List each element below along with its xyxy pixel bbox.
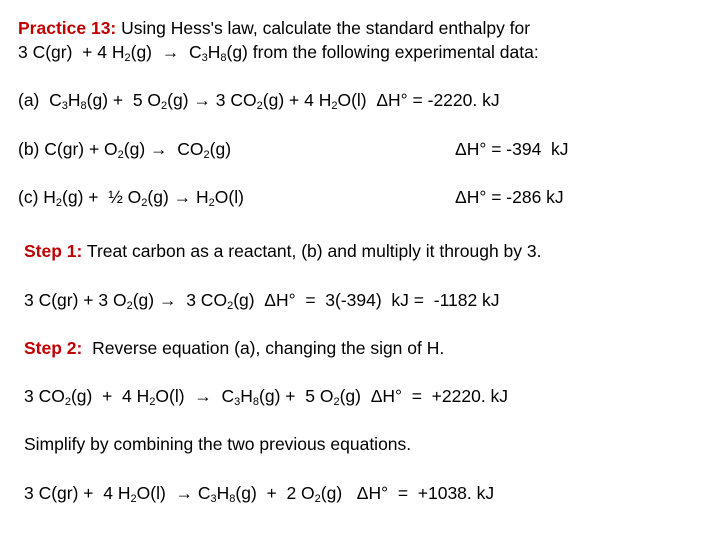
subscript: 3 (210, 493, 217, 505)
equation-text: (g) + 4 H (262, 90, 332, 110)
equation-text: H (207, 42, 221, 62)
equation-text: (g) + 4 H (70, 386, 150, 406)
subscript: 2 (333, 396, 340, 408)
equation-b (18, 138, 231, 160)
equation-text: 3 CO (24, 386, 65, 406)
subscript: 2 (64, 396, 71, 408)
equation-a (18, 89, 500, 111)
equation-text: (b) C(gr) + O (18, 139, 118, 159)
subscript: 2 (149, 396, 156, 408)
equation-text: (g) ΔH° = 3(-394) kJ = -1182 kJ (233, 290, 500, 310)
subscript: 2 (130, 493, 137, 505)
equation-text: H (240, 386, 253, 406)
simplify-text: Simplify by combining the two previous equations. (24, 434, 412, 454)
step2-heading: Step 2: (24, 338, 83, 358)
step1-line (24, 240, 542, 262)
equation-text: 3 C(gr) + 4 H (18, 42, 125, 62)
equation-text: O(l) → C (155, 386, 235, 406)
subscript: 3 (234, 396, 241, 408)
subscript: 3 (201, 52, 208, 64)
equation-text: (g) from the following experimental data: (226, 42, 539, 62)
final-equation (24, 482, 494, 504)
subscript: 8 (80, 100, 87, 112)
step2-line (24, 337, 444, 359)
step2-equation (24, 385, 508, 407)
equation-text: (g) ΔH° = +1038. kJ (320, 483, 495, 503)
subscript: 2 (124, 52, 131, 64)
subscript: 2 (141, 197, 148, 209)
equation-text: (g) ΔH° = +2220. kJ (339, 386, 509, 406)
equation-c (18, 186, 244, 208)
equation-text: O(l) (214, 187, 244, 207)
equation-text: (g) → C (130, 42, 202, 62)
step1-text: Treat carbon as a reactant, (b) and multiply it through by 3. (82, 241, 542, 261)
equation-text: (c) H (18, 187, 56, 207)
title-line-2 (18, 41, 539, 63)
title-line-1 (18, 17, 530, 39)
subscript: 3 (61, 100, 68, 112)
subscript: 2 (126, 300, 133, 312)
equation-text: O(l) → C (136, 483, 211, 503)
equation-c-enthalpy: ΔH° = -286 kJ (455, 187, 564, 207)
subscript: 2 (227, 300, 234, 312)
subscript: 8 (220, 52, 227, 64)
equation-text: (g) + ½ O (62, 187, 142, 207)
subscript: 2 (314, 493, 321, 505)
equation-text: (g) + 2 O (235, 483, 315, 503)
equation-text: (g) → H (147, 187, 209, 207)
equation-text: (g) → CO (123, 139, 204, 159)
title-text: Using Hess's law, calculate the standard enthalpy for (116, 18, 531, 38)
equation-text: (g) + 5 O (86, 90, 162, 110)
subscript: 8 (229, 493, 236, 505)
step1-equation (24, 289, 500, 311)
subscript: 2 (117, 149, 124, 161)
equation-b-enthalpy: ΔH° = -394 kJ (455, 139, 569, 159)
equation-text: (g) (209, 139, 232, 159)
subscript: 2 (55, 197, 63, 209)
equation-text: 3 C(gr) + 3 O (24, 290, 127, 310)
equation-text: H (216, 483, 230, 503)
equation-text: O(l) ΔH° = -2220. kJ (337, 90, 500, 110)
equation-text: 3 C(gr) + 4 H (24, 483, 131, 503)
practice-heading: Practice 13: (18, 18, 117, 38)
step2-text: Reverse equation (a), changing the sign of H. (82, 338, 445, 358)
subscript: 8 (252, 396, 260, 408)
subscript: 2 (331, 100, 338, 112)
equation-text: (g) → 3 CO (132, 290, 228, 310)
equation-text: (a) C (18, 90, 62, 110)
subscript: 2 (203, 149, 210, 161)
subscript: 2 (256, 100, 263, 112)
equation-text: (g) + 5 O (259, 386, 334, 406)
step1-heading: Step 1: (24, 241, 83, 261)
subscript: 2 (161, 100, 168, 112)
equation-text: H (67, 90, 81, 110)
subscript: 2 (208, 197, 215, 209)
equation-text: (g) → 3 CO (167, 90, 257, 110)
